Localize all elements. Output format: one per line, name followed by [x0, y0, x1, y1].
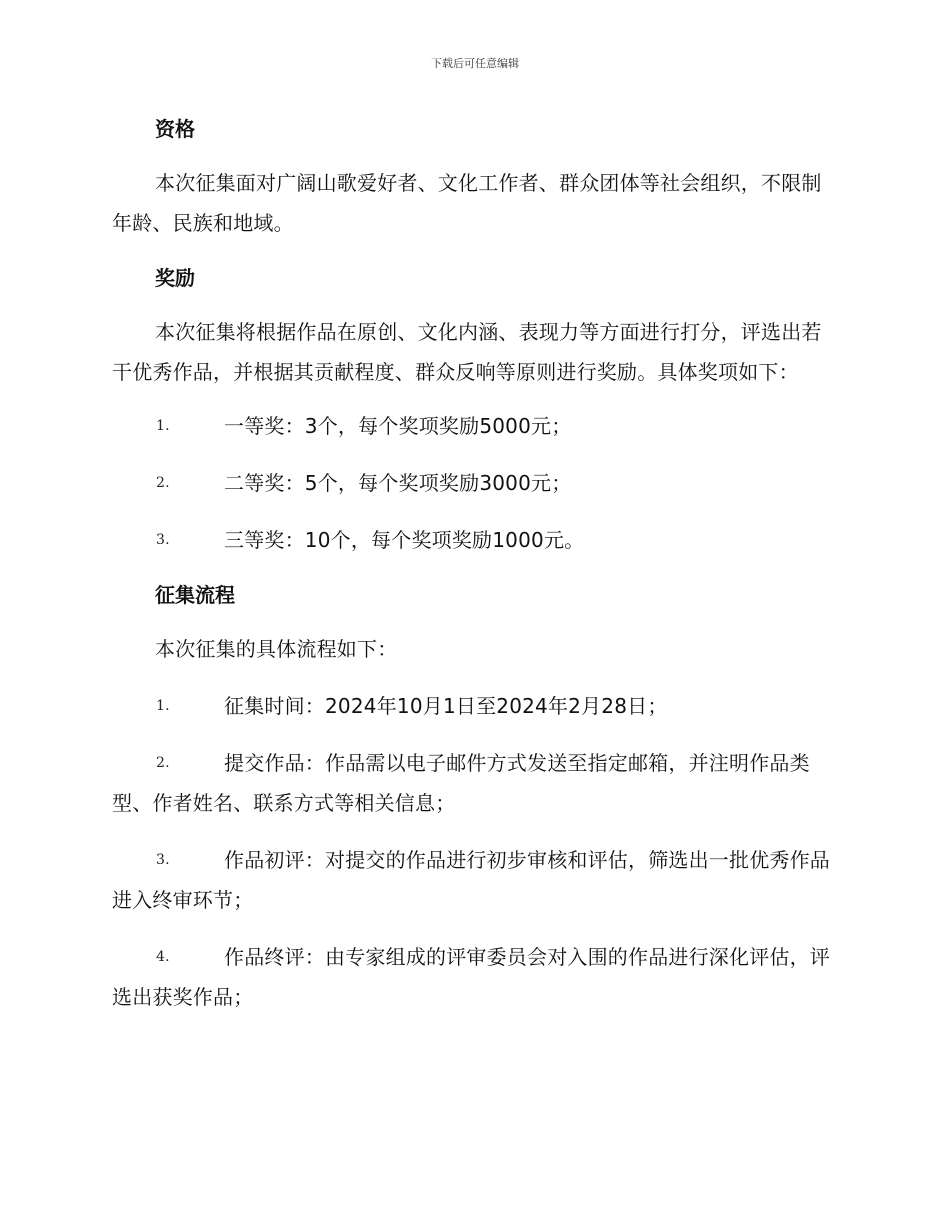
- reward-paragraph: 本次征集将根据作品在原创、文化内涵、表现力等方面进行打分，评选出若干优秀作品，并根据其贡献程度、群众反响等原则进行奖励。具体奖项如下：: [112, 320, 822, 384]
- list-item: [112, 840, 834, 920]
- list-item-number: 3.: [156, 852, 170, 868]
- list-item-number: 2.: [156, 755, 170, 771]
- document-body: [112, 112, 834, 1017]
- list-item-number: 4.: [156, 949, 170, 965]
- list-item-number: 2.: [156, 475, 170, 491]
- list-item: [112, 686, 834, 726]
- list-item-text: 提交作品：作品需以电子邮件方式发送至指定邮箱，并注明作品类型、作者姓名、联系方式等相关信息；: [112, 751, 810, 815]
- list-item-text: 二等奖：5个，每个奖项奖励3000元；: [224, 471, 572, 495]
- page-header-note: 下载后可任意编辑: [431, 57, 519, 70]
- list-item-number: 3.: [156, 532, 170, 548]
- section-heading-process: 征集流程: [155, 583, 235, 607]
- list-item-text: 一等奖：3个，每个奖项奖励5000元；: [224, 414, 572, 438]
- list-item-text: 作品终评：由专家组成的评审委员会对入围的作品进行深化评估，评选出获奖作品；: [112, 945, 830, 1009]
- list-item: [112, 743, 834, 823]
- list-item-number: 1.: [156, 418, 170, 434]
- list-item: [112, 463, 834, 503]
- list-item: [112, 520, 834, 560]
- list-item: [112, 937, 834, 1017]
- list-item-number: 1.: [156, 698, 170, 714]
- qualification-paragraph: 本次征集面对广阔山歌爱好者、文化工作者、群众团体等社会组织，不限制年龄、民族和地域。: [112, 171, 822, 235]
- list-item-text: 作品初评：对提交的作品进行初步审核和评估，筛选出一批优秀作品进入终审环节；: [112, 848, 830, 912]
- list-item-text: 三等奖：10个，每个奖项奖励1000元。: [224, 528, 585, 552]
- section-heading-reward: 奖励: [155, 266, 195, 290]
- section-heading-qualification: 资格: [155, 117, 195, 141]
- process-paragraph: 本次征集的具体流程如下：: [155, 637, 398, 661]
- list-item: [112, 406, 834, 446]
- list-item-text: 征集时间：2024年10月1日至2024年2月28日；: [224, 694, 668, 718]
